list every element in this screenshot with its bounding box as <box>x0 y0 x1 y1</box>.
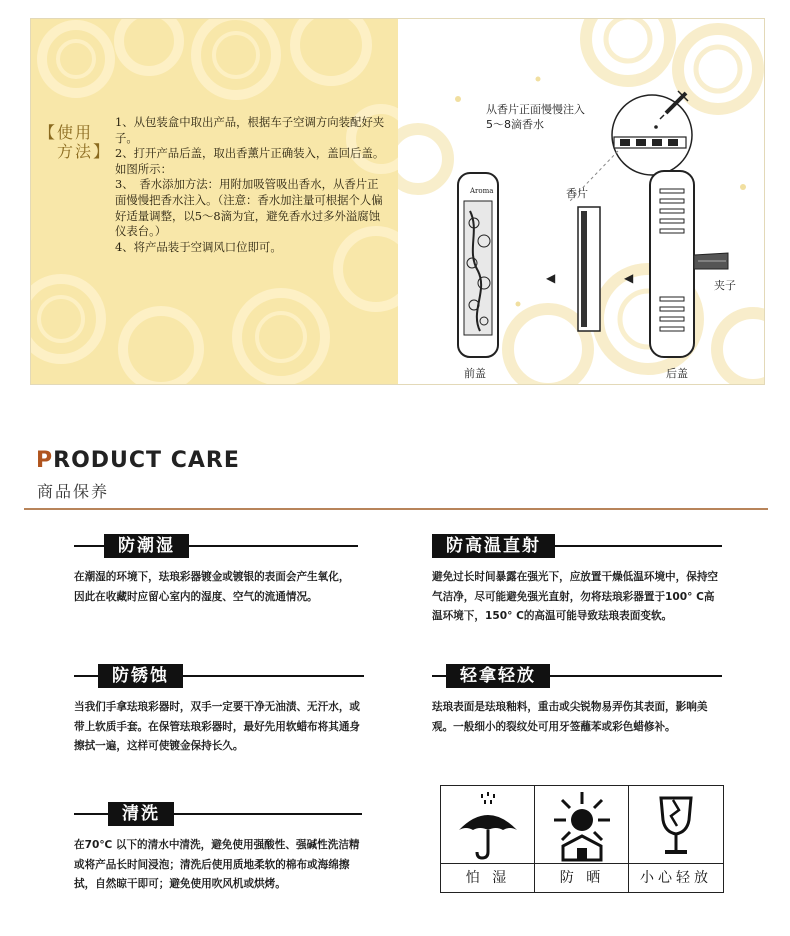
care-item-handle <box>432 664 722 737</box>
care-item-text: 在70℃ 以下的清水中清洗，避免使用强酸性、强碱性洗洁精或将产品长时间浸泡；清洗后使用质地柔软的棉布或海绵擦拭，自然晾干即可；避免使用吹风机或烘烤。 <box>74 839 360 890</box>
usage-instructions <box>31 19 398 385</box>
symbol-label: 防 晒 <box>535 863 629 892</box>
care-item-moisture <box>74 534 358 607</box>
arrow-left-icon: ◀ <box>546 271 556 285</box>
glass-icon <box>629 786 722 862</box>
care-title-initial: P <box>36 448 54 473</box>
care-item-text: 珐琅表面是珐琅釉料，重击或尖锐物易弄伤其表面，影响美观。一般细小的裂纹处可用牙签蘸苯或彩色蜡修补。 <box>432 701 708 733</box>
sun-icon <box>535 786 628 862</box>
arrow-left-icon: ◀ <box>624 271 634 285</box>
usage-panel <box>30 18 765 385</box>
care-item-heat <box>432 534 722 627</box>
svg-text:Aroma: Aroma <box>470 187 494 195</box>
label-card: 香片 <box>566 187 588 200</box>
usage-heading <box>39 123 111 161</box>
care-title-rest: RODUCT CARE <box>53 448 240 473</box>
symbol-fragile <box>628 785 724 893</box>
symbol-keep-out-of-sun <box>534 785 630 893</box>
care-item-text: 避免过长时间暴露在强光下，应放置干燥低温环境中，保持空气洁净，尽可能避免强光直射，勿将珐琅彩器置于100° C高温环境下，150° C的高温可能导致珐琅表面变软。 <box>432 571 719 622</box>
care-title <box>36 448 240 473</box>
care-item-title: 清洗 <box>108 802 174 826</box>
symbol-label: 小心轻放 <box>629 863 723 892</box>
divider <box>24 508 768 510</box>
usage-heading-line1: 【使用 <box>39 123 94 142</box>
care-item-title: 防潮湿 <box>104 534 189 558</box>
care-item-text: 当我们手拿珐琅彩器时，双手一定要干净无油渍、无汗水，或带上软质手套。在保管珐琅彩器时，最好先用软蜡布将其通身擦拭一遍，这样可使镀金保持长久。 <box>74 701 361 752</box>
usage-step-1: 1、从包装盒中取出产品，根据车子空调方向装配好夹子。 <box>115 115 385 145</box>
symbol-keep-dry <box>440 785 536 893</box>
usage-steps <box>115 115 387 255</box>
care-item-title: 防高温直射 <box>432 534 555 558</box>
care-item-rust <box>74 664 364 757</box>
care-item-title: 防锈蚀 <box>98 664 183 688</box>
usage-step-4: 4、将产品装于空调风口位即可。 <box>115 239 282 254</box>
back-cover-illustration <box>648 169 738 359</box>
label-back-cover: 后盖 <box>666 367 688 380</box>
usage-step-3: 3、 香水添加方法：用附加吸管吸出香水，从香片正面慢慢把香水注入。（注意：香水加注量可根据个人偏好适量调整，以5～8滴为宜，避免香水过多外溢腐蚀仪表台。） <box>115 177 383 239</box>
care-subtitle: 商品保养 <box>37 482 110 501</box>
front-cover-illustration <box>456 171 500 359</box>
label-clip: 夹子 <box>714 279 736 292</box>
care-item-title: 轻拿轻放 <box>446 664 550 688</box>
label-front-cover: 前盖 <box>464 367 486 380</box>
care-item-text: 在潮湿的环境下，珐琅彩器镀金或镀银的表面会产生氧化，因此在收藏时应留心室内的湿度、空气的流通情况。 <box>74 571 350 603</box>
aroma-card-illustration <box>576 205 604 335</box>
usage-step-2: 2、打开产品后盖，取出香薰片正确装入，盖回后盖。如图所示： <box>115 146 385 176</box>
care-item-cleaning <box>74 802 362 895</box>
inject-drops: 5～8滴香水 <box>486 118 544 131</box>
symbol-label: 怕 湿 <box>441 863 535 892</box>
usage-heading-line2: 方法】 <box>57 142 112 161</box>
inject-instruction: 从香片正面慢慢注入 <box>486 103 585 116</box>
assembly-diagram <box>398 19 765 385</box>
umbrella-icon <box>441 786 534 862</box>
